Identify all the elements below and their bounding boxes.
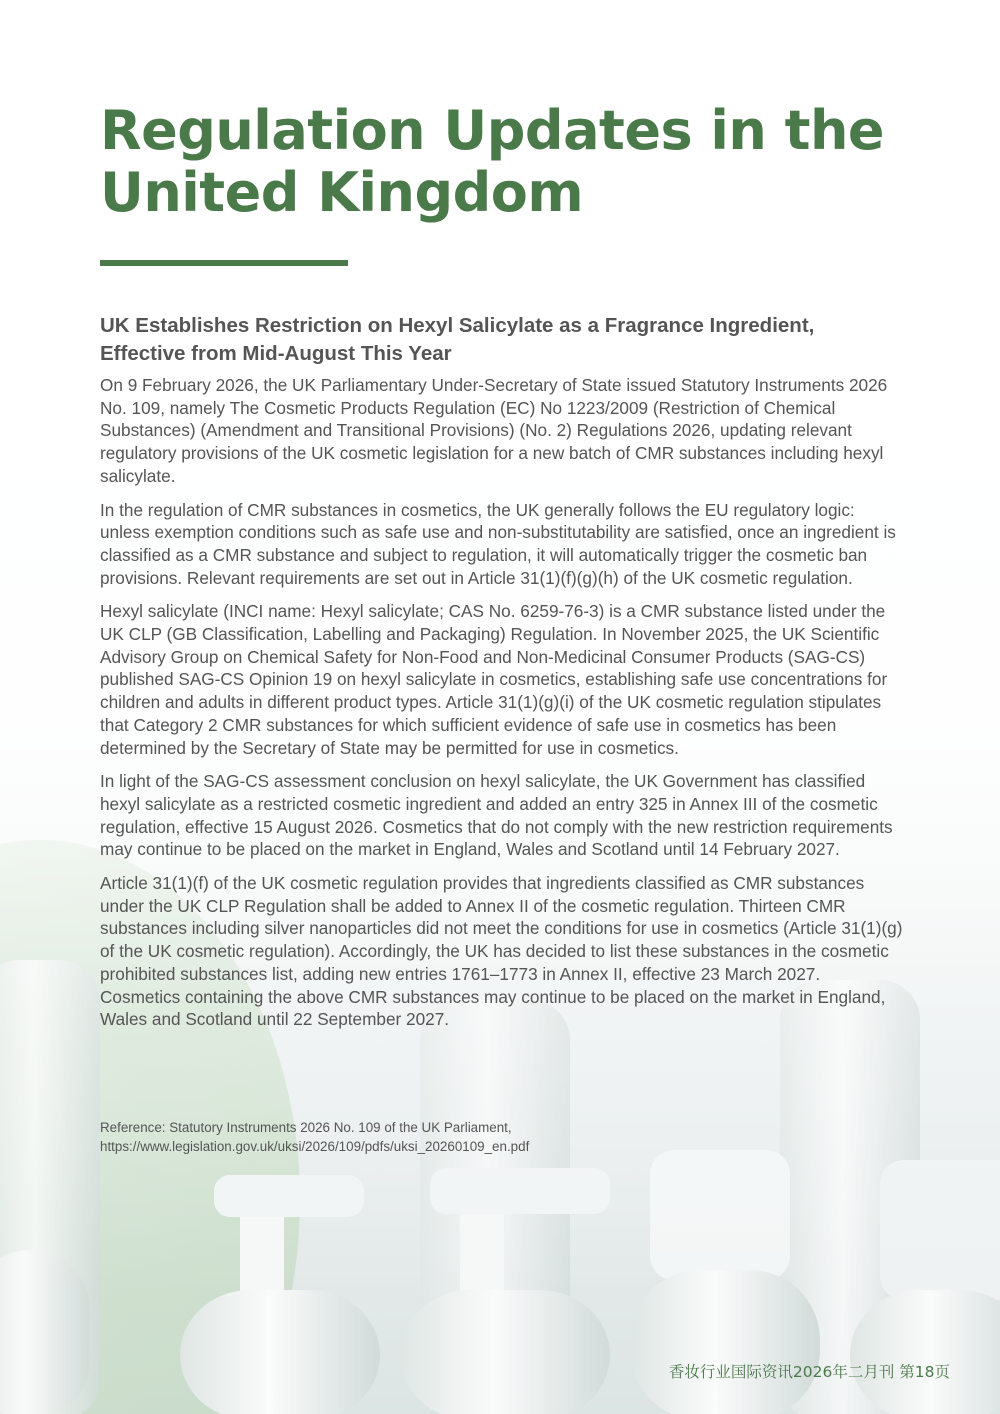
article-paragraph-2: In the regulation of CMR substances in cosmetics, the UK generally follows the EU regulatory logic: unless exemption conditions such as safe use and non-substitutability are satisfied, once an ingredient is classified as a CMR substance and subject to regulation, it will automatically trigger the cosmetic ban provisions. Relevant requirements are set out in Article 31(1)(f)(g)(h) of the UK cosmetic regulation. (100, 499, 896, 588)
article-paragraph-1: On 9 February 2026, the UK Parliamentary Under-Secretary of State issued Statutory Instruments 2026 No. 109, namely The Cosmetic Products Regulation (EC) No 1223/2009 (Restriction of Chemical Substances) (Amendment and Transitional Provisions) (No. 2) Regulations 2026, updating relevant regulatory provisions of the UK cosmetic legislation for a new batch of CMR substances including hexyl salicylate. (100, 375, 888, 486)
reference-note (100, 1118, 800, 1156)
article-paragraph-4: In light of the SAG-CS assessment conclusion on hexyl salicylate, the UK Government has classified hexyl salicylate as a restricted cosmetic ingredient and added an entry 325 in Annex III of the cosmetic regulation, effective 15 August 2026. Cosmetics that do not comply with the new restriction requirements may continue to be placed on the market in England, Wales and Scotland until 14 February 2027. (100, 771, 893, 860)
page-title-line-2: United Kingdom (100, 161, 584, 224)
title-divider (100, 260, 348, 266)
page-title-line-1: Regulation Updates in the (100, 99, 885, 162)
article-heading: UK Establishes Restriction on Hexyl Salicylate as a Fragrance Ingredient, Effective from Mid-August This Year (100, 314, 815, 365)
page-footer: 香妆行业国际资讯2026年二月刊 第18页 (668, 1363, 950, 1381)
main-content (100, 100, 905, 1031)
article-paragraph-3: Hexyl salicylate (INCI name: Hexyl salicylate; CAS No. 6259-76-3) is a CMR substance listed under the UK CLP (GB Classification, Labelling and Packaging) Regulation. In November 2025, the UK Scientific Advisory Group on Chemical Safety for Non-Food and Non-Medicinal Consumer Products (SAG-CS) published SAG-CS Opinion 19 on hexyl salicylate in cosmetics, establishing safe use concentrations for children and adults in different product types. Article 31(1)(g)(i) of the UK cosmetic regulation stipulates that Category 2 CMR substances for which sufficient evidence of safe use in cosmetics has been determined by the Secretary of State may be permitted for use in cosmetics. (100, 601, 888, 758)
reference-url[interactable]: https://www.legislation.gov.uk/uksi/2026/109/pdfs/uksi_20260109_en.pdf (100, 1139, 530, 1154)
page-title (100, 100, 905, 224)
article-paragraph-5: Article 31(1)(f) of the UK cosmetic regulation provides that ingredients classified as CMR substances under the UK CLP Regulation shall be added to Annex II of the cosmetic regulation. Thirteen CMR substances including silver nanoparticles did not meet the conditions for use in cosmetics (Article 31(1)(g) of the UK cosmetic regulation). Accordingly, the UK has decided to list these substances in the cosmetic prohibited substances list, adding new entries 1761–1773 in Annex II, effective 23 March 2027. Cosmetics containing the above CMR substances may continue to be placed on the market in England, Wales and Scotland until 22 September 2027. (100, 873, 903, 1030)
reference-citation: Reference: Statutory Instruments 2026 No. 109 of the UK Parliament, (100, 1120, 512, 1135)
